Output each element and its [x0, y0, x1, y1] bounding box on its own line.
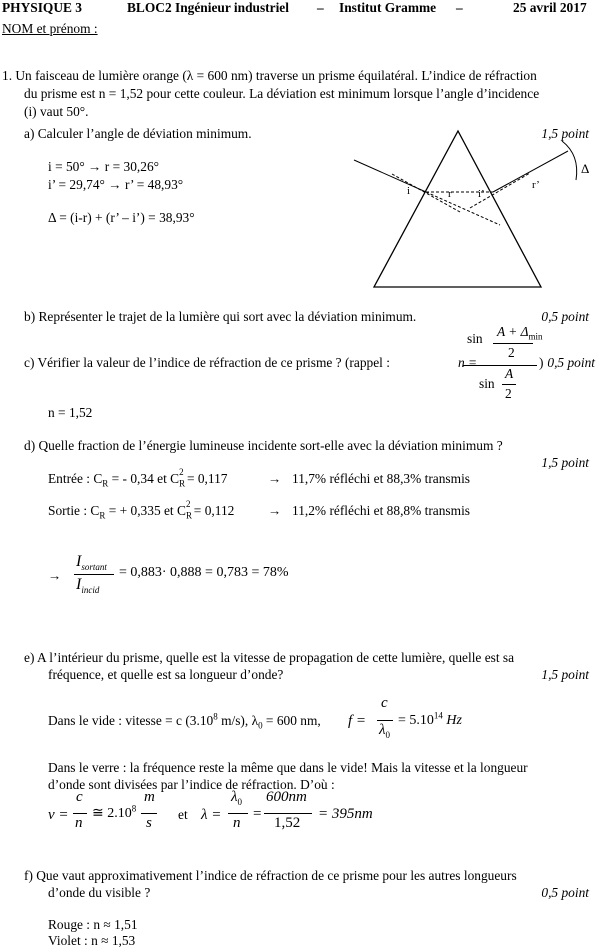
- header-separator: –: [317, 0, 324, 15]
- label-delta: Δ: [581, 161, 590, 176]
- sortie-arrow: →: [268, 503, 282, 518]
- points-d: 1,5 point: [541, 455, 589, 470]
- lambda-denominator: n: [233, 815, 241, 831]
- sortie-result: 11,2% réfléchi et 88,8% transmis: [292, 503, 470, 518]
- f-result: = $5.10^{14}$ Hz: [398, 710, 462, 728]
- formula-num-den: 2: [508, 345, 515, 360]
- f-numerator: c: [381, 695, 388, 711]
- verre-line1: Dans le verre : la fréquence reste la même que dans le vide! Mais la vitesse et la longueur: [48, 760, 528, 775]
- prism-diagram: [330, 125, 600, 295]
- v-unit-num: m: [144, 789, 155, 805]
- emergent-ray: [493, 151, 568, 192]
- header-block: BLOC2 Ingénieur industriel: [127, 0, 289, 15]
- v-denominator: n: [75, 815, 83, 831]
- ratio-denominator: $I_{incid}$: [76, 576, 100, 596]
- entree-arrow: →: [268, 471, 282, 486]
- label-r: r: [448, 188, 452, 200]
- entree-result: 11,7% réfléchi et 88,3% transmis: [292, 471, 470, 486]
- question-f-line1: f) Que vaut approximativement l’indice de réfraction de ce prisme pour les autres longueurs: [24, 868, 517, 883]
- v-fraction-line: [73, 813, 87, 814]
- lambda-fraction-line: [228, 813, 248, 814]
- formula-sin-top: sin: [467, 331, 483, 346]
- verre-line2: d’onde sont divisées par l’indice de réfraction. D’où :: [48, 777, 335, 792]
- formula-n-label: n =: [458, 355, 478, 370]
- answer-a-line3: Δ = (i-r) + (r’ – i’) = 38,93°: [48, 210, 195, 225]
- answer-f-rouge: Rouge : n ≈ 1,51: [48, 917, 138, 932]
- points-f: 0,5 point: [541, 885, 589, 900]
- name-label: NOM et prénom :: [2, 21, 98, 36]
- formula-close: ): [539, 355, 544, 370]
- formula-den-inner-line: [502, 384, 516, 385]
- lambda2-numerator-text: 600nm: [266, 789, 307, 805]
- lambda-numerator: $\lambda_0$: [231, 789, 242, 807]
- label-i: i: [407, 185, 411, 197]
- deviation-arc: [562, 141, 577, 180]
- answer-a-line1: i = 50° → r = 30,26°: [48, 159, 159, 174]
- ratio-arrow: →: [48, 568, 62, 583]
- formula-den-A: A: [505, 366, 514, 381]
- lambda2-fraction-line: [264, 813, 312, 814]
- q1-intro-line1: 1. Un faisceau de lumière orange (λ = 600 nm) traverse un prisme équilatéral. L’indice de réfraction: [2, 68, 537, 83]
- formula-den-2: 2: [505, 386, 512, 401]
- header-institution: Institut Gramme: [339, 0, 437, 15]
- ratio-result: = 0,883· 0,888 = 0,783 = 78%: [119, 565, 289, 580]
- f-fraction-line: [377, 720, 393, 721]
- lambda2-denominator: 1,52: [274, 815, 301, 831]
- q1-intro-line2: du prisme est n = 1,52 pour cette couleur. La déviation est minimum lorsque l’angle d’incidence: [24, 86, 540, 101]
- label-r-prime: r’: [532, 179, 540, 191]
- question-f-line2: d’onde du visible ?: [48, 885, 151, 900]
- question-b: b) Représenter le trajet de la lumière qui sort avec la déviation minimum.: [24, 309, 417, 324]
- lambda-eq: =: [253, 806, 262, 822]
- formula-num-inner-line: [493, 343, 533, 344]
- ratio-line: [74, 574, 114, 575]
- formula-num-expr: $A + \Delta_{min}$: [497, 324, 543, 342]
- vide-line: Dans le vide : vitesse = c (3.10$^8$ m/s), $\lambda_0 = 600$ nm,: [48, 711, 321, 731]
- points-c: 0,5 point: [547, 355, 595, 370]
- entree-line: Entrée : $C_R$ = - 0,34 et $C_R^2 = 0,117$: [48, 467, 228, 489]
- header-course: PHYSIQUE 3: [2, 0, 82, 15]
- formula-sin-bottom: sin: [479, 376, 495, 391]
- v-unit-line: [141, 813, 157, 814]
- q1-intro-line3: (i) vaut 50°.: [24, 104, 89, 119]
- f-denominator: $\lambda_0$: [379, 722, 390, 740]
- points-e: 1,5 point: [541, 667, 589, 682]
- question-e-line1: e) A l’intérieur du prisme, quelle est la vitesse de propagation de cette lumière, quelle est sa: [24, 650, 515, 665]
- v-label: v =: [48, 807, 69, 823]
- lambda-label: λ =: [201, 807, 222, 823]
- question-d: d) Quelle fraction de l’énergie lumineuse incidente sort-elle avec la déviation minimum ?: [24, 438, 503, 453]
- formula-main-line: [463, 365, 537, 366]
- question-a: a) Calculer l’angle de déviation minimum.: [24, 126, 252, 141]
- points-a: 1,5 point: [541, 126, 589, 141]
- f-label: f =: [348, 713, 367, 729]
- answer-f-violet: Violet : n ≈ 1,53: [48, 933, 136, 948]
- answer-c: n = 1,52: [48, 405, 93, 420]
- et-label: et: [178, 807, 188, 822]
- lambda-result: = 395nm: [318, 806, 373, 822]
- question-e-line2: fréquence, et quelle est sa longueur d’onde?: [48, 667, 284, 682]
- v-unit-den: s: [146, 815, 152, 831]
- v-numerator: c: [76, 789, 83, 805]
- header-date: 25 avril 2017: [513, 0, 587, 15]
- v-approx: ≅ 2.10$^8$: [92, 803, 137, 821]
- points-b: 0,5 point: [541, 309, 589, 324]
- header-separator-2: –: [456, 0, 463, 15]
- answer-a-line2: i’ = 29,74° → r’ = 48,93°: [48, 177, 184, 192]
- ratio-numerator: $I_{sortant}$: [76, 553, 107, 573]
- question-c: c) Vérifier la valeur de l’indice de réfraction de ce prisme ? (rappel :: [24, 355, 390, 370]
- prism-triangle: [374, 131, 541, 287]
- sortie-line: Sortie : $C_R$ = + 0,335 et $C_R^2 = 0,112$: [48, 499, 235, 521]
- label-i-prime: i’: [478, 188, 485, 200]
